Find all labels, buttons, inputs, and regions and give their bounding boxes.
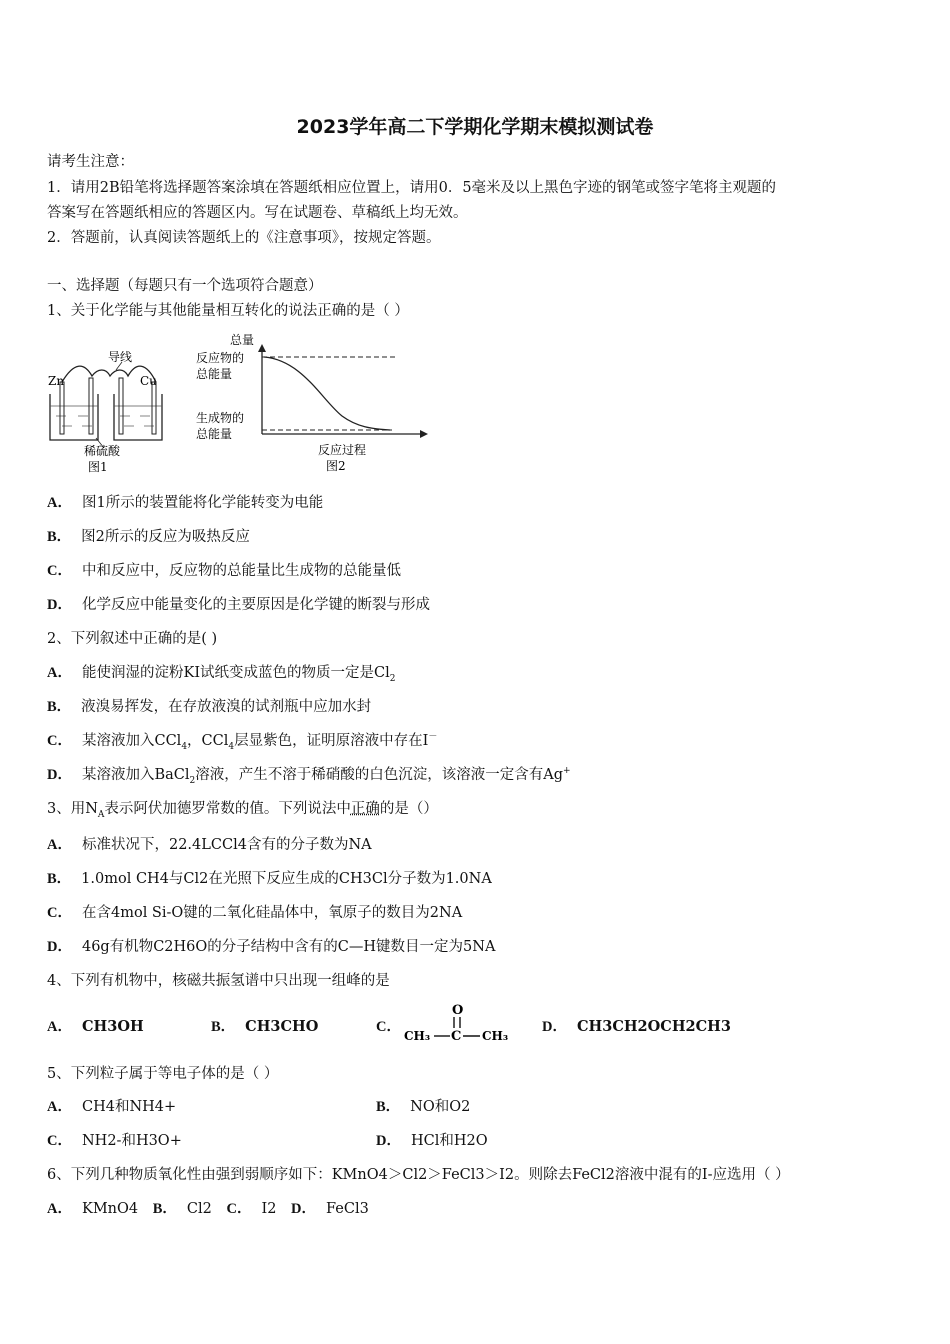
fig2-reactant-label-1: 反应物的 [196,351,245,365]
page-title: 2023学年高二下学期化学期末模拟测试卷 [296,116,654,138]
fig2-caption: 图2 [326,459,346,473]
q6-option-d: FeCl3 [326,1201,369,1217]
svg-text:CH₃: CH₃ [482,1029,509,1043]
q6-option-a: KMnO4 [81,1201,139,1217]
q2-option-d: D． 某溶液加入BaCl$_2$溶液，产生不溶于稀硝酸的白色沉淀，该溶液一定含有Ag+ [47,766,571,786]
q5-option-a: A． CH4和NH4+ [47,1099,177,1115]
q3-option-b: B． 1.0mol CH4与Cl2在光照下反应生成的CH3Cl分子数为1.0NA [47,871,492,887]
q2-option-a: A． 能使润湿的淀粉KI试纸变成蓝色的物质一定是$Cl_2$ [47,665,396,684]
fig1-beaker-right [114,394,162,440]
svg-text:O: O [452,1003,464,1018]
q2-option-b: B． 液溴易挥发，在存放液溴的试剂瓶中应加水封 [47,699,372,715]
fig2-product-label-2: 总能量 [196,427,233,441]
q6-option-c: I2 [261,1201,277,1217]
notice-item-1b: 答案写在答题纸相应的答题区内。写在试题卷、草稿纸上均无效。 [47,205,468,221]
q1-option-a: A． 图1所示的装置能将化学能转变为电能 [47,495,324,511]
q5-stem: 5、下列粒子属于等电子体的是（ ） [47,1066,279,1082]
fig1-caption: 图1 [88,460,108,474]
q4-option-b: B． CH3CHO [211,1018,319,1035]
q6-options: A． KMnO4 B． Cl2 C． I2 D． FeCl3 [47,1201,369,1217]
q1-stem: 1、关于化学能与其他能量相互转化的说法正确的是（ ） [47,303,409,319]
q1-option-b: B． 图2所示的反应为吸热反应 [47,529,250,545]
fig1-wire-label: 导线 [108,350,133,364]
q5-option-c: C． NH2-和H3O+ [47,1133,182,1149]
q6-option-b: Cl2 [186,1201,212,1217]
q3-option-a: A． 标准状况下，22.4LCCl4含有的分子数为NA [47,837,372,853]
figure-2-energy-diagram [192,330,432,475]
figure-1-galvanic-cell [44,340,174,475]
fig1-beaker-left [50,394,98,440]
fig2-x-label: 反应过程 [318,443,367,457]
q4-acetone-structure [402,998,520,1050]
notice-heading: 请考生注意： [47,154,134,170]
section-heading: 一、选择题（每题只有一个选项符合题意） [47,278,323,294]
fig2-energy-curve [264,357,390,430]
q1-option-c: C． 中和反应中，反应物的总能量比生成物的总能量低 [47,563,401,579]
q3-stem: 3、用$N_A$表示阿伏加德罗常数的值。下列说法中正确的是（） [47,801,438,820]
q3-option-c: C． 在含4mol Si-O键的二氧化硅晶体中，氧原子的数目为2NA [47,905,463,921]
svg-text:C: C [451,1029,462,1044]
q1-option-d: D． 化学反应中能量变化的主要原因是化学键的断裂与形成 [47,597,430,613]
fig2-y-label: 总量 [230,333,255,347]
q4-option-c: C． [376,1019,401,1035]
q4-option-d: D． CH3CH2OCH2CH3 [542,1018,731,1035]
q5-option-b: B． NO和O2 [376,1099,471,1115]
q5-option-d: D． HCl和H2O [376,1133,488,1149]
q4-stem: 4、下列有机物中，核磁共振氢谱中只出现一组峰的是 [47,973,390,989]
fig1-zn-label: Zn [48,374,65,388]
q2-option-c: C． 某溶液加入CCl$_4$，CCl$_4$层显紫色，证明原溶液中存在I－ [47,732,438,752]
q6-stem: 6、下列几种物质氧化性由强到弱顺序如下：KMnO4＞Cl2＞FeCl3＞I2。则除去FeCl2溶液中混有的I-应选用（ ） [47,1167,790,1183]
q3-option-d: D． 46g有机物C2H6O的分子结构中含有的C—H键数目一定为5NA [47,939,496,955]
fig1-acid-label: 稀硫酸 [84,444,121,458]
notice-item-1a: 1．请用2B铅笔将选择题答案涂填在答题纸相应位置上，请用0．5毫米及以上黑色字迹的钢笔或签字笔将主观题的 [47,180,777,196]
notice-item-2: 2．答题前，认真阅读答题纸上的《注意事项》，按规定答题。 [47,230,441,246]
fig2-product-label-1: 生成物的 [196,411,245,425]
q4-option-a: A． CH3OH [47,1018,144,1035]
svg-text:CH₃: CH₃ [404,1029,431,1043]
fig1-cu-label: Cu [140,374,157,388]
fig2-reactant-label-2: 总能量 [196,367,233,381]
q2-stem: 2、下列叙述中正确的是( ) [47,631,218,647]
